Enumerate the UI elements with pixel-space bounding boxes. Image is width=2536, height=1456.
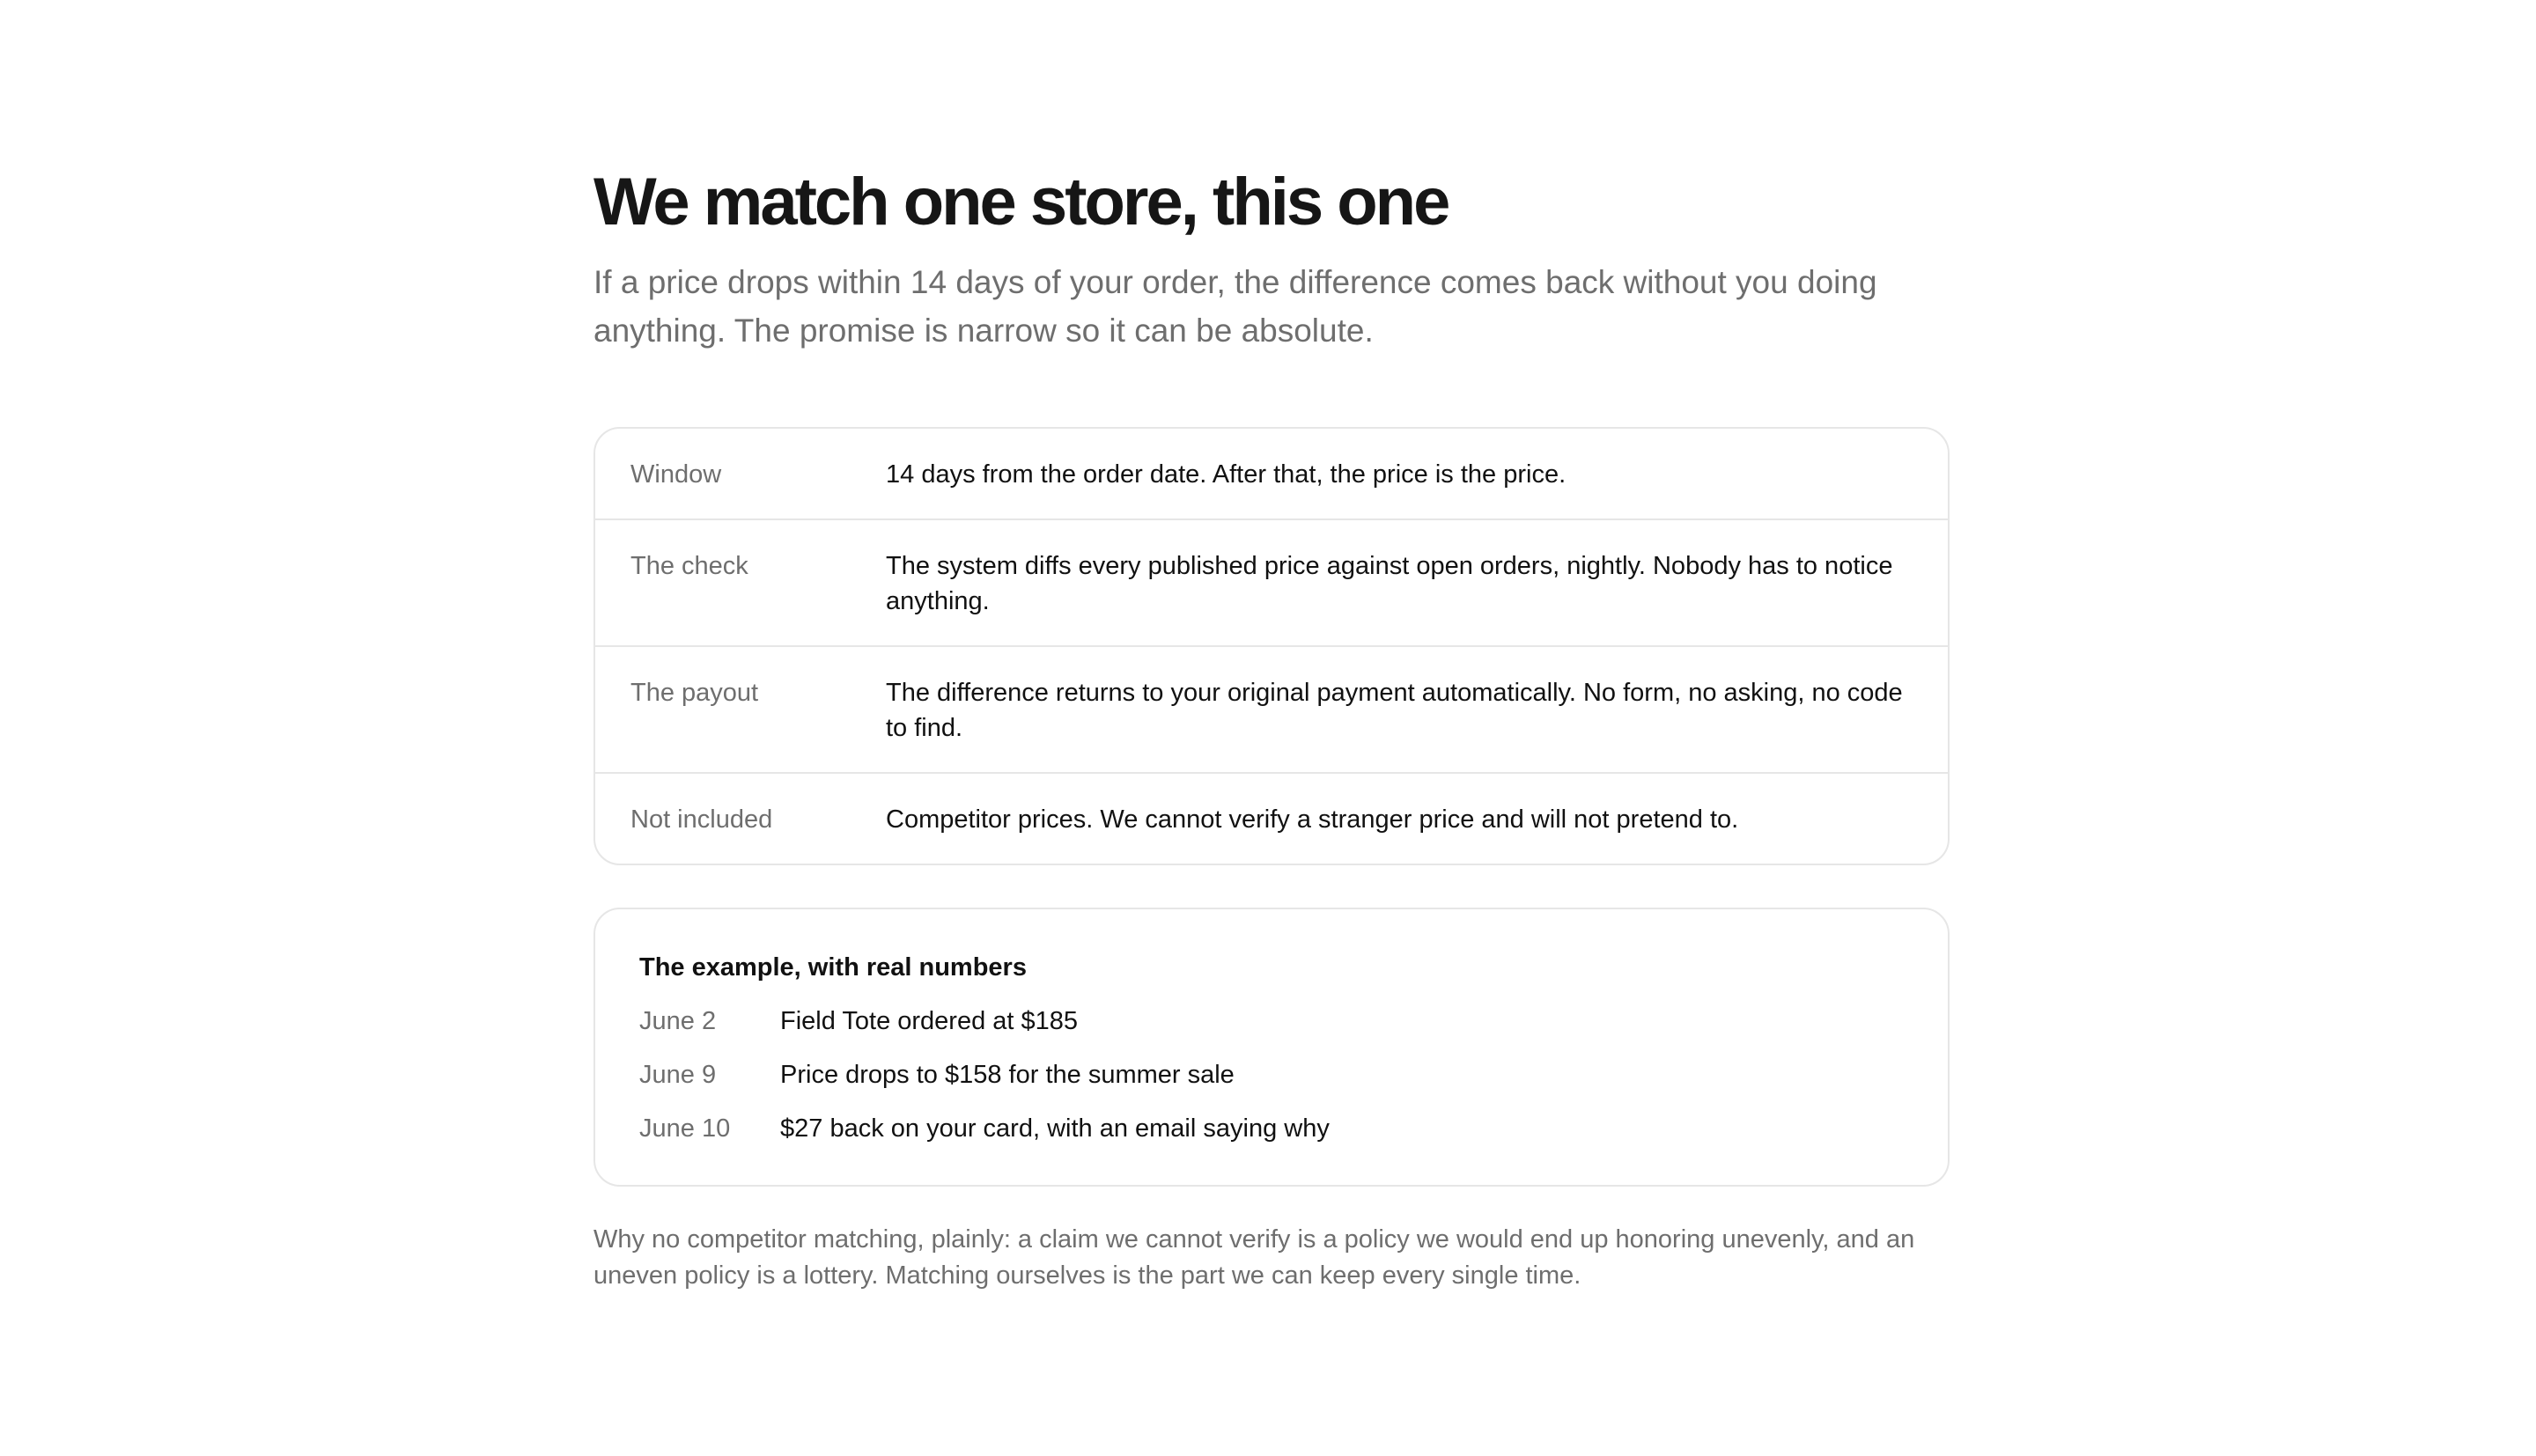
term-value: 14 days from the order date. After that, the price is the price. [886, 460, 1567, 489]
term-label: Window [630, 460, 722, 489]
term-row-payout [595, 645, 1948, 772]
example-card [593, 908, 1950, 1187]
term-label: Not included [630, 805, 773, 834]
example-date: June 2 [639, 1007, 717, 1035]
term-row-check [595, 518, 1948, 645]
policy-terms-table [593, 427, 1950, 865]
example-row [639, 1004, 1904, 1039]
term-value: The system diffs every published price against open orders, nightly. Nobody has to notice anything. [886, 552, 1893, 615]
example-row [639, 1111, 1904, 1146]
example-row [639, 1057, 1904, 1092]
page-subtitle: If a price drops within 14 days of your order, the difference comes back without you doing anything. The promise is narrow so it can be absolute. [593, 264, 1877, 349]
page-title: We match one store, this one [593, 165, 1449, 239]
footnote: Why no competitor matching, plainly: a claim we cannot verify is a policy we would end up honoring unevenly, and an uneven policy is a lottery. Matching ourselves is the part we can keep every single time. [593, 1225, 1915, 1290]
term-row-window [595, 429, 1948, 518]
example-text: Price drops to $158 for the summer sale [780, 1061, 1235, 1089]
term-row-not-included [595, 772, 1948, 864]
price-match-policy [593, 163, 1950, 1294]
example-text: $27 back on your card, with an email saying why [780, 1114, 1330, 1143]
term-value: Competitor prices. We cannot verify a stranger price and will not pretend to. [886, 805, 1739, 834]
example-date: June 10 [639, 1114, 731, 1143]
term-value: The difference returns to your original payment automatically. No form, no asking, no code to find. [886, 679, 1903, 742]
example-date: June 9 [639, 1061, 717, 1089]
term-label: The payout [630, 679, 759, 707]
example-text: Field Tote ordered at $185 [780, 1007, 1079, 1035]
example-title: The example, with real numbers [639, 953, 1027, 982]
term-label: The check [630, 552, 748, 580]
